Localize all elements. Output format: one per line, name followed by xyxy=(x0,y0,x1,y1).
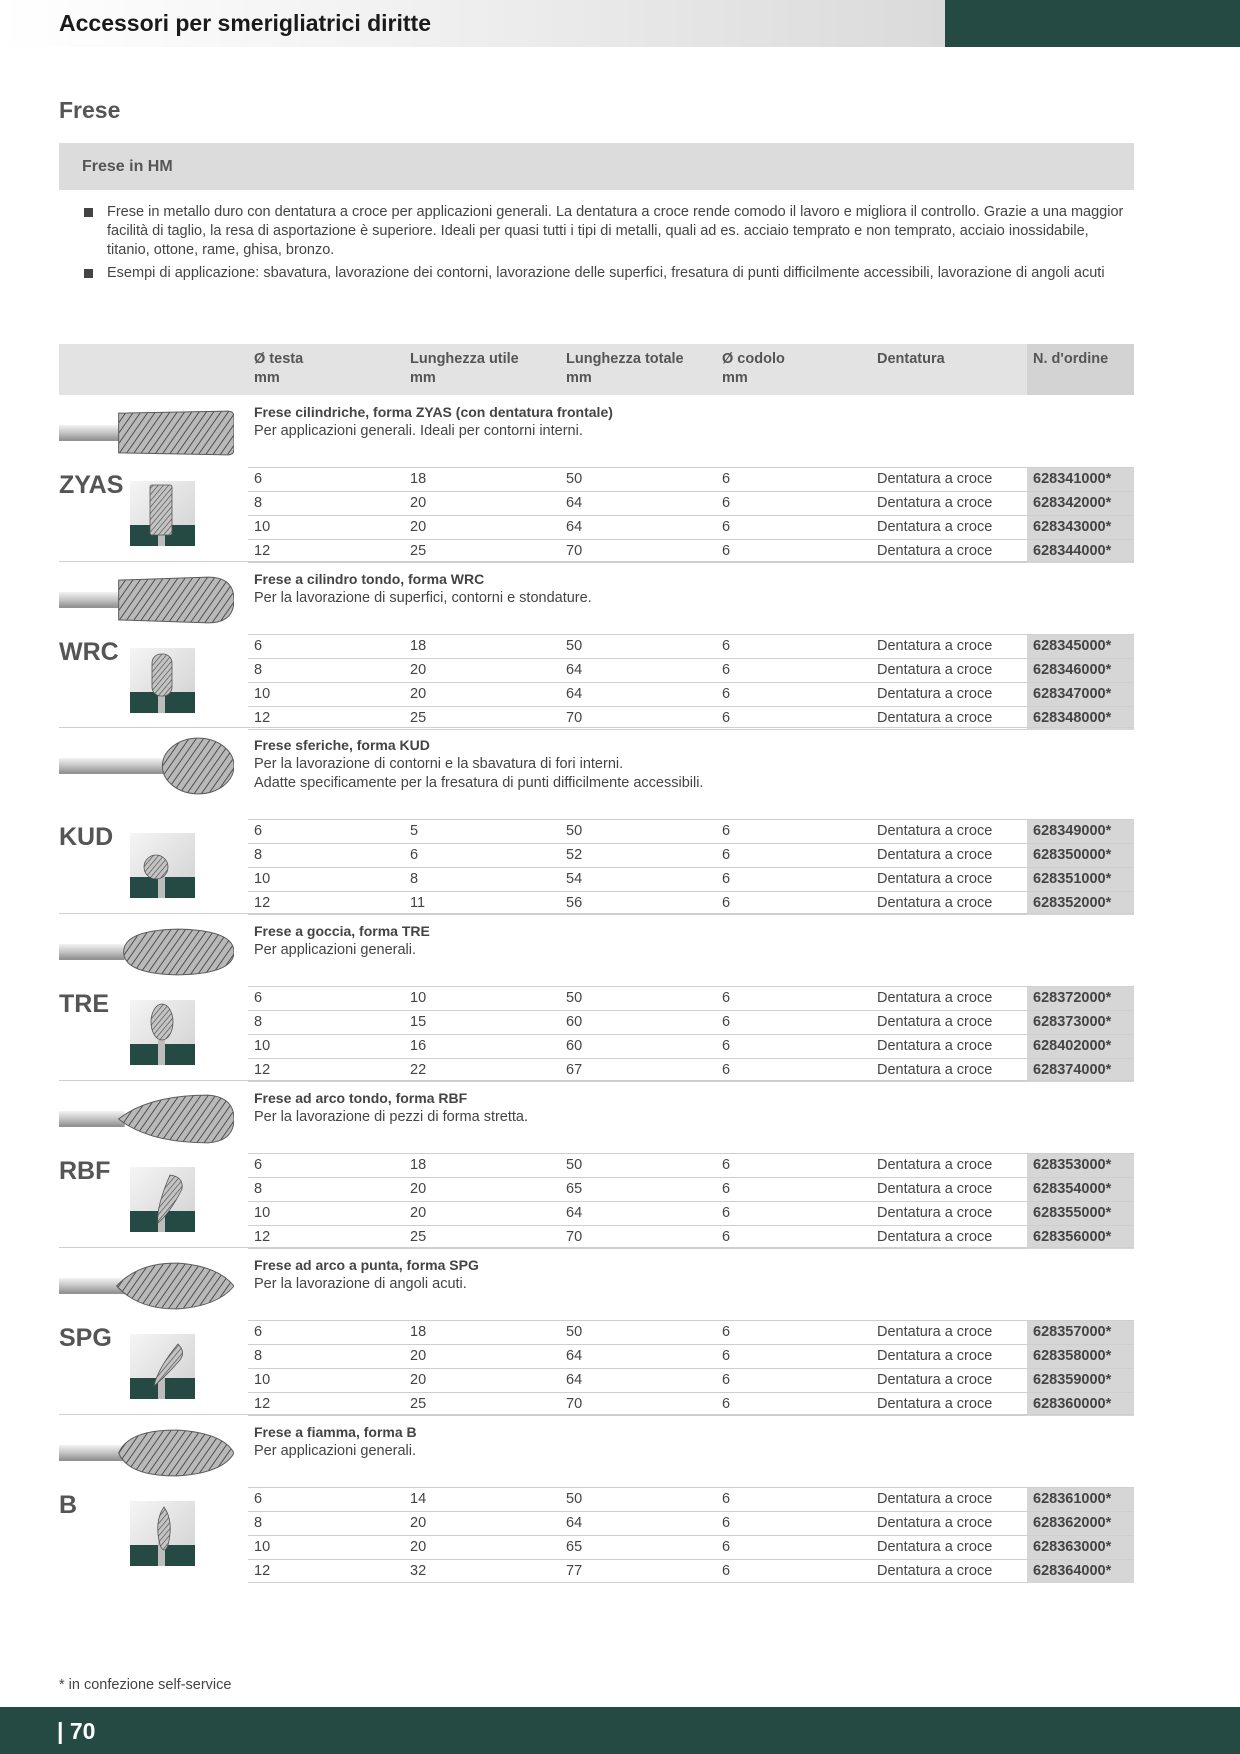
order-number-cell xyxy=(1027,1226,1134,1249)
order-number: 628357000* xyxy=(1033,1324,1112,1340)
cell-teeth: Dentatura a croce xyxy=(877,895,993,911)
order-number-cell xyxy=(1027,683,1134,706)
cell-teeth: Dentatura a croce xyxy=(877,1014,993,1030)
col-unit: mm xyxy=(566,370,592,386)
cell-teeth: Dentatura a croce xyxy=(877,1539,993,1555)
table-row xyxy=(248,1559,1134,1583)
order-number: 628341000* xyxy=(1033,471,1112,487)
order-number: 628363000* xyxy=(1033,1539,1112,1555)
cell-total-length: 64 xyxy=(566,1372,583,1388)
group-divider xyxy=(59,1414,1134,1415)
cell-shank-diameter: 6 xyxy=(722,1396,731,1412)
cell-useful-length: 20 xyxy=(410,1205,427,1221)
order-number: 628362000* xyxy=(1033,1515,1112,1531)
order-number: 628361000* xyxy=(1033,1491,1112,1507)
shape-code: SPG xyxy=(59,1324,112,1352)
burr-photo-wrc xyxy=(59,570,234,630)
cell-shank-diameter: 6 xyxy=(722,895,731,911)
cell-head-diameter: 6 xyxy=(254,471,263,487)
table-row xyxy=(248,986,1134,1010)
cell-teeth: Dentatura a croce xyxy=(877,1348,993,1364)
table-row xyxy=(248,1201,1134,1225)
intro-bullet-list xyxy=(82,203,1132,287)
cell-total-length: 64 xyxy=(566,1515,583,1531)
order-number: 628351000* xyxy=(1033,871,1112,887)
cell-total-length: 60 xyxy=(566,1038,583,1054)
order-number-cell xyxy=(1027,1393,1134,1416)
cell-teeth: Dentatura a croce xyxy=(877,638,993,654)
cell-useful-length: 25 xyxy=(410,710,427,726)
cell-shank-diameter: 6 xyxy=(722,1563,731,1579)
bullet-item xyxy=(82,203,1132,260)
group-divider xyxy=(59,1080,1134,1081)
cell-useful-length: 16 xyxy=(410,1038,427,1054)
table-row xyxy=(248,1511,1134,1535)
table-row xyxy=(248,658,1134,682)
table-row xyxy=(248,1058,1134,1082)
col-total-length xyxy=(566,350,684,388)
order-number-cell xyxy=(1027,492,1134,515)
cell-teeth: Dentatura a croce xyxy=(877,471,993,487)
col-unit: mm xyxy=(722,370,748,386)
bullet-text: Esempi di applicazione: sbavatura, lavorazione dei contorni, lavorazione delle superfici, fresatura di punti difficilmente accessibili, lavorazione di angoli acuti xyxy=(107,265,1105,281)
order-number: 628342000* xyxy=(1033,495,1112,511)
cell-useful-length: 20 xyxy=(410,686,427,702)
cell-teeth: Dentatura a croce xyxy=(877,1324,993,1340)
cell-shank-diameter: 6 xyxy=(722,1014,731,1030)
shape-code: RBF xyxy=(59,1157,111,1185)
cell-useful-length: 18 xyxy=(410,1324,427,1340)
bullet-square-icon xyxy=(84,208,93,217)
shape-code: KUD xyxy=(59,823,114,851)
col-shank-diameter xyxy=(722,350,785,388)
cell-useful-length: 18 xyxy=(410,638,427,654)
group-title: Frese a cilindro tondo, forma WRC xyxy=(254,571,485,587)
order-number-cell xyxy=(1027,516,1134,539)
cell-useful-length: 18 xyxy=(410,1157,427,1173)
cell-head-diameter: 12 xyxy=(254,1563,271,1579)
page-header-title: Accessori per smerigliatrici diritte xyxy=(59,10,431,36)
cell-shank-diameter: 6 xyxy=(722,1348,731,1364)
cell-useful-length: 20 xyxy=(410,1348,427,1364)
table-row xyxy=(248,867,1134,891)
cell-total-length: 65 xyxy=(566,1181,583,1197)
burr-thumbnail-rbf xyxy=(130,1167,195,1232)
shape-code: WRC xyxy=(59,638,119,666)
cell-head-diameter: 6 xyxy=(254,638,263,654)
cell-shank-diameter: 6 xyxy=(722,638,731,654)
cell-teeth: Dentatura a croce xyxy=(877,823,993,839)
cell-useful-length: 32 xyxy=(410,1563,427,1579)
group-title: Frese sferiche, forma KUD xyxy=(254,737,430,753)
cell-teeth: Dentatura a croce xyxy=(877,1396,993,1412)
footnote: * in confezione self-service xyxy=(59,1677,232,1693)
col-teeth: Dentatura xyxy=(877,351,945,367)
table-row xyxy=(248,539,1134,563)
cell-head-diameter: 6 xyxy=(254,1157,263,1173)
table-row xyxy=(248,1225,1134,1249)
cell-head-diameter: 12 xyxy=(254,1062,271,1078)
burr-thumbnail-zyas xyxy=(130,481,195,546)
order-number: 628359000* xyxy=(1033,1372,1112,1388)
table-header xyxy=(59,344,1134,395)
group-divider xyxy=(59,561,1134,562)
burr-thumbnail-spg xyxy=(130,1334,195,1399)
table-row xyxy=(248,491,1134,515)
table-row xyxy=(248,1392,1134,1416)
table-row xyxy=(248,819,1134,843)
cell-head-diameter: 10 xyxy=(254,519,271,535)
shape-code: ZYAS xyxy=(59,471,124,499)
cell-head-diameter: 8 xyxy=(254,1014,263,1030)
col-unit: mm xyxy=(254,370,280,386)
cell-total-length: 50 xyxy=(566,823,583,839)
cell-useful-length: 20 xyxy=(410,1372,427,1388)
order-number: 628348000* xyxy=(1033,710,1112,726)
group-description: Per applicazioni generali. Ideali per contorni interni. xyxy=(254,423,583,439)
order-number-cell xyxy=(1027,1536,1134,1559)
order-number: 628347000* xyxy=(1033,686,1112,702)
cell-teeth: Dentatura a croce xyxy=(877,847,993,863)
group-title: Frese a goccia, forma TRE xyxy=(254,923,430,939)
table-row xyxy=(248,843,1134,867)
cell-teeth: Dentatura a croce xyxy=(877,1205,993,1221)
cell-teeth: Dentatura a croce xyxy=(877,1515,993,1531)
cell-useful-length: 11 xyxy=(410,895,426,911)
cell-total-length: 70 xyxy=(566,543,583,559)
cell-useful-length: 14 xyxy=(410,1491,427,1507)
cell-teeth: Dentatura a croce xyxy=(877,1157,993,1173)
page-header xyxy=(0,0,1240,47)
shape-code: TRE xyxy=(59,990,109,1018)
group-divider xyxy=(59,1247,1134,1248)
order-number-cell xyxy=(1027,659,1134,682)
order-number-cell xyxy=(1027,1035,1134,1058)
order-number: 628346000* xyxy=(1033,662,1112,678)
order-number-cell xyxy=(1027,635,1134,658)
cell-shank-diameter: 6 xyxy=(722,823,731,839)
col-order-number: N. d'ordine xyxy=(1033,351,1109,367)
cell-head-diameter: 6 xyxy=(254,1491,263,1507)
cell-head-diameter: 12 xyxy=(254,1229,271,1245)
cell-teeth: Dentatura a croce xyxy=(877,1062,993,1078)
cell-shank-diameter: 6 xyxy=(722,519,731,535)
cell-head-diameter: 10 xyxy=(254,686,271,702)
group-description: Per applicazioni generali. xyxy=(254,942,417,958)
table-row xyxy=(248,1177,1134,1201)
cell-head-diameter: 10 xyxy=(254,1539,271,1555)
cell-head-diameter: 8 xyxy=(254,495,263,511)
cell-teeth: Dentatura a croce xyxy=(877,1181,993,1197)
cell-total-length: 54 xyxy=(566,871,583,887)
cell-shank-diameter: 6 xyxy=(722,1491,731,1507)
group-title: Frese ad arco a punta, forma SPG xyxy=(254,1257,479,1273)
col-label: Lunghezza utile xyxy=(410,351,519,367)
cell-teeth: Dentatura a croce xyxy=(877,710,993,726)
bullet-item xyxy=(82,264,1132,283)
cell-head-diameter: 12 xyxy=(254,710,271,726)
order-number-cell xyxy=(1027,1011,1134,1034)
cell-shank-diameter: 6 xyxy=(722,1372,731,1388)
cell-useful-length: 20 xyxy=(410,1515,427,1531)
header-brand-block xyxy=(945,0,1240,47)
order-number: 628364000* xyxy=(1033,1563,1112,1579)
table-row xyxy=(248,1320,1134,1344)
cell-useful-length: 20 xyxy=(410,495,427,511)
cell-useful-length: 25 xyxy=(410,1229,427,1245)
order-number-cell xyxy=(1027,1512,1134,1535)
order-number-cell xyxy=(1027,468,1134,491)
cell-teeth: Dentatura a croce xyxy=(877,662,993,678)
group-description: Per la lavorazione di superfici, contorni e stondature. xyxy=(254,590,592,606)
cell-head-diameter: 6 xyxy=(254,823,263,839)
order-number: 628373000* xyxy=(1033,1014,1112,1030)
cell-total-length: 56 xyxy=(566,895,583,911)
burr-thumbnail-tre xyxy=(130,1000,195,1065)
order-number-cell xyxy=(1027,987,1134,1010)
burr-thumbnail-wrc xyxy=(130,648,195,713)
cell-head-diameter: 8 xyxy=(254,847,263,863)
cell-total-length: 64 xyxy=(566,662,583,678)
col-unit: mm xyxy=(410,370,436,386)
col-head-diameter xyxy=(254,350,303,388)
cell-head-diameter: 6 xyxy=(254,990,263,1006)
cell-total-length: 64 xyxy=(566,495,583,511)
order-number: 628402000* xyxy=(1033,1038,1112,1054)
cell-shank-diameter: 6 xyxy=(722,1205,731,1221)
group-description: Per la lavorazione di contorni e la sbavatura di fori interni. xyxy=(254,756,624,772)
cell-shank-diameter: 6 xyxy=(722,495,731,511)
group-title: Frese cilindriche, forma ZYAS (con dentatura frontale) xyxy=(254,404,613,420)
cell-teeth: Dentatura a croce xyxy=(877,1372,993,1388)
cell-useful-length: 5 xyxy=(410,823,419,839)
cell-head-diameter: 12 xyxy=(254,543,271,559)
cell-total-length: 64 xyxy=(566,1205,583,1221)
burr-photo-b xyxy=(59,1423,234,1483)
order-number: 628344000* xyxy=(1033,543,1112,559)
cell-useful-length: 20 xyxy=(410,1539,427,1555)
subsection-header xyxy=(59,143,1134,190)
page-footer xyxy=(0,1707,1240,1754)
cell-head-diameter: 6 xyxy=(254,1324,263,1340)
bullet-text: Frese in metallo duro con dentatura a croce per applicazioni generali. La dentatura a croce rende comodo il lavoro e migliora il controllo. Grazie a una maggior facilità di taglio, la resa di asportazione è superiore. Ideali per quasi tutti i tipi di metalli, quali ad es. acciaio temprato e non temprato, acciaio inossidabile, titanio, ottone, rame, ghisa, bronzo. xyxy=(107,204,1124,258)
burr-photo-rbf xyxy=(59,1089,234,1149)
cell-head-diameter: 10 xyxy=(254,1038,271,1054)
table-row xyxy=(248,891,1134,915)
cell-shank-diameter: 6 xyxy=(722,1157,731,1173)
cell-head-diameter: 10 xyxy=(254,1205,271,1221)
order-number: 628372000* xyxy=(1033,990,1112,1006)
cell-total-length: 70 xyxy=(566,710,583,726)
order-number-cell xyxy=(1027,1369,1134,1392)
order-number-cell xyxy=(1027,1321,1134,1344)
cell-shank-diameter: 6 xyxy=(722,1062,731,1078)
cell-teeth: Dentatura a croce xyxy=(877,1229,993,1245)
group-description: Adatte specificamente per la fresatura di punti difficilmente accessibili. xyxy=(254,775,704,791)
cell-shank-diameter: 6 xyxy=(722,990,731,1006)
page-number: | 70 xyxy=(57,1718,96,1744)
cell-useful-length: 10 xyxy=(410,990,427,1006)
section-title: Frese xyxy=(59,97,121,123)
cell-total-length: 50 xyxy=(566,471,583,487)
order-number: 628343000* xyxy=(1033,519,1112,535)
cell-useful-length: 22 xyxy=(410,1062,427,1078)
cell-teeth: Dentatura a croce xyxy=(877,519,993,535)
cell-shank-diameter: 6 xyxy=(722,847,731,863)
cell-useful-length: 20 xyxy=(410,1181,427,1197)
cell-head-diameter: 10 xyxy=(254,871,271,887)
table-row xyxy=(248,682,1134,706)
cell-useful-length: 6 xyxy=(410,847,419,863)
order-number: 628354000* xyxy=(1033,1181,1112,1197)
col-label: Lunghezza totale xyxy=(566,351,684,367)
order-number: 628353000* xyxy=(1033,1157,1112,1173)
subsection-title: Frese in HM xyxy=(82,158,173,175)
table-row xyxy=(248,515,1134,539)
cell-head-diameter: 8 xyxy=(254,1348,263,1364)
burr-thumbnail-kud xyxy=(130,833,195,898)
table-row xyxy=(248,1034,1134,1058)
cell-total-length: 64 xyxy=(566,519,583,535)
order-number-cell xyxy=(1027,1059,1134,1082)
cell-total-length: 70 xyxy=(566,1229,583,1245)
order-number-cell xyxy=(1027,1488,1134,1511)
cell-useful-length: 20 xyxy=(410,519,427,535)
order-number-cell xyxy=(1027,1202,1134,1225)
burr-thumbnail-b xyxy=(130,1501,195,1566)
cell-total-length: 52 xyxy=(566,847,583,863)
cell-total-length: 64 xyxy=(566,1348,583,1364)
order-number-cell xyxy=(1027,540,1134,563)
burr-photo-tre xyxy=(59,922,234,982)
order-number: 628374000* xyxy=(1033,1062,1112,1078)
cell-shank-diameter: 6 xyxy=(722,1539,731,1555)
cell-total-length: 50 xyxy=(566,638,583,654)
col-label: Ø testa xyxy=(254,351,304,367)
cell-shank-diameter: 6 xyxy=(722,471,731,487)
table-row xyxy=(248,1535,1134,1559)
bullet-square-icon xyxy=(84,269,93,278)
cell-useful-length: 18 xyxy=(410,471,427,487)
col-useful-length xyxy=(410,350,519,388)
order-number-cell xyxy=(1027,1154,1134,1177)
table-row xyxy=(248,467,1134,491)
cell-shank-diameter: 6 xyxy=(722,686,731,702)
table-row xyxy=(248,634,1134,658)
cell-total-length: 70 xyxy=(566,1396,583,1412)
cell-shank-diameter: 6 xyxy=(722,1181,731,1197)
cell-total-length: 67 xyxy=(566,1062,583,1078)
burr-photo-zyas xyxy=(59,403,234,463)
cell-teeth: Dentatura a croce xyxy=(877,990,993,1006)
order-number: 628358000* xyxy=(1033,1348,1112,1364)
burr-photo-kud xyxy=(59,736,234,796)
cell-total-length: 50 xyxy=(566,1157,583,1173)
cell-total-length: 50 xyxy=(566,1491,583,1507)
group-title: Frese a fiamma, forma B xyxy=(254,1424,417,1440)
cell-head-diameter: 8 xyxy=(254,1515,263,1531)
cell-teeth: Dentatura a croce xyxy=(877,543,993,559)
cell-teeth: Dentatura a croce xyxy=(877,1491,993,1507)
cell-shank-diameter: 6 xyxy=(722,710,731,726)
order-number: 628356000* xyxy=(1033,1229,1112,1245)
order-number: 628349000* xyxy=(1033,823,1112,839)
cell-shank-diameter: 6 xyxy=(722,1038,731,1054)
order-number: 628350000* xyxy=(1033,847,1112,863)
cell-total-length: 65 xyxy=(566,1539,583,1555)
cell-head-diameter: 12 xyxy=(254,1396,271,1412)
order-number-cell xyxy=(1027,820,1134,843)
cell-head-diameter: 8 xyxy=(254,1181,263,1197)
cell-shank-diameter: 6 xyxy=(722,662,731,678)
cell-head-diameter: 10 xyxy=(254,1372,271,1388)
cell-shank-diameter: 6 xyxy=(722,871,731,887)
cell-shank-diameter: 6 xyxy=(722,1515,731,1531)
order-number-cell xyxy=(1027,1345,1134,1368)
cell-teeth: Dentatura a croce xyxy=(877,686,993,702)
cell-shank-diameter: 6 xyxy=(722,543,731,559)
shape-code: B xyxy=(59,1491,78,1519)
cell-useful-length: 20 xyxy=(410,662,427,678)
group-description: Per la lavorazione di pezzi di forma stretta. xyxy=(254,1109,529,1125)
cell-teeth: Dentatura a croce xyxy=(877,495,993,511)
order-number: 628355000* xyxy=(1033,1205,1112,1221)
table-row xyxy=(248,1153,1134,1177)
group-description: Per la lavorazione di angoli acuti. xyxy=(254,1276,467,1292)
cell-teeth: Dentatura a croce xyxy=(877,871,993,887)
cell-total-length: 50 xyxy=(566,1324,583,1340)
table-row xyxy=(248,1487,1134,1511)
cell-teeth: Dentatura a croce xyxy=(877,1563,993,1579)
order-number: 628345000* xyxy=(1033,638,1112,654)
group-divider xyxy=(59,727,1134,728)
cell-shank-diameter: 6 xyxy=(722,1324,731,1340)
cell-useful-length: 8 xyxy=(410,871,419,887)
order-number-cell xyxy=(1027,844,1134,867)
cell-teeth: Dentatura a croce xyxy=(877,1038,993,1054)
col-label: Ø codolo xyxy=(722,351,785,367)
table-row xyxy=(248,1344,1134,1368)
cell-useful-length: 25 xyxy=(410,543,427,559)
cell-head-diameter: 8 xyxy=(254,662,263,678)
cell-total-length: 50 xyxy=(566,990,583,1006)
cell-useful-length: 15 xyxy=(410,1014,427,1030)
cell-total-length: 77 xyxy=(566,1563,583,1579)
cell-total-length: 64 xyxy=(566,686,583,702)
order-number: 628352000* xyxy=(1033,895,1112,911)
cell-useful-length: 25 xyxy=(410,1396,427,1412)
cell-shank-diameter: 6 xyxy=(722,1229,731,1245)
group-description: Per applicazioni generali. xyxy=(254,1443,417,1459)
order-number-cell xyxy=(1027,868,1134,891)
cell-head-diameter: 12 xyxy=(254,895,271,911)
order-number-cell xyxy=(1027,892,1134,915)
burr-photo-spg xyxy=(59,1256,234,1316)
cell-total-length: 60 xyxy=(566,1014,583,1030)
order-number-cell xyxy=(1027,1178,1134,1201)
table-row xyxy=(248,1368,1134,1392)
table-row xyxy=(248,1010,1134,1034)
order-number-cell xyxy=(1027,1560,1134,1583)
group-divider xyxy=(59,913,1134,914)
order-number: 628360000* xyxy=(1033,1396,1112,1412)
group-title: Frese ad arco tondo, forma RBF xyxy=(254,1090,468,1106)
